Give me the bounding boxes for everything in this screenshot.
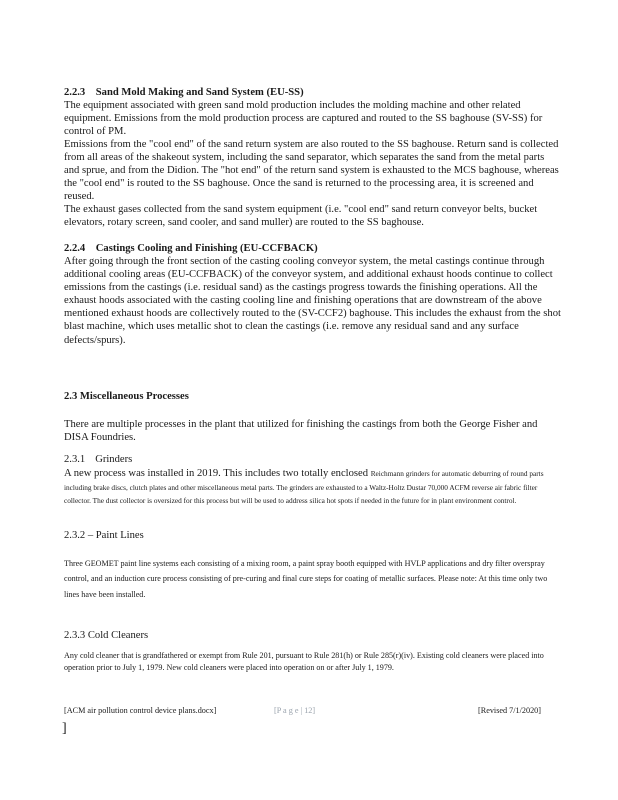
section-2-3-3-heading: 2.3.3 Cold Cleaners xyxy=(64,630,149,641)
footer-revised-date: [Revised 7/1/2020] xyxy=(478,706,541,715)
section-2-3-1-lead-text: A new process was installed in 2019. This includes two totally enclosed xyxy=(64,468,371,479)
section-2-3-paragraph-1: There are multiple processes in the plant that utilized for finishing the castings from both the George Fisher and DISA Foundries. xyxy=(64,419,538,444)
footer-filename: [ACM air pollution control device plans.docx] xyxy=(64,706,217,715)
section-2-3-1-title: Grinders xyxy=(95,454,133,465)
section-2-2-3-heading: 2.2.3 Sand Mold Making and Sand System (EU-SS) xyxy=(64,87,304,98)
section-2-3-heading: 2.3 Miscellaneous Processes xyxy=(64,391,189,402)
section-2-3-1-heading xyxy=(64,453,562,466)
footer-page-number: [P a g e | 12] xyxy=(274,706,316,715)
section-2-2-3-paragraph-3: The exhaust gases collected from the sand system equipment (i.e. "cool end" sand return conveyor belts, bucket elevators, rotary screen, sand cooler, and sand muller) are routed to the SS baghouse. xyxy=(64,204,538,229)
section-2-3-1-paragraph-1 xyxy=(64,466,562,507)
section-2-2-3-paragraph-1: The equipment associated with green sand mold production includes the molding machine and other related equipment. Emissions from the mold production process are captured and routed to the SS baghouse (SV-SS) for control of PM. xyxy=(64,100,543,138)
section-2-3-1-detail-text: Reichmann grinders for automatic deburring of round parts including brake discs, clutch plates and other miscellaneous metal parts. The grinders are exhausted to a Waltz-Holtz Dustar 70,000 ACFM reverse air fabric filter collector. The dust collector is oversized for this process but will be used to address silica hot spots if needed in the future for in plant environment control. xyxy=(64,469,544,506)
section-2-2-4-paragraph-1: After going through the front section of the casting cooling conveyor system, the metal castings continue through additional cooling areas (EU-CCFBACK) of the conveyor system, and additional exhaust hoods continue to collect emissions from the castings (i.e. residual sand) as the castings progress towards the finishing operations. All the exhaust hoods associated with the casting cooling line and finishing operations that are downstream of the above mentioned exhaust hoods are collectively routed to the (SV-CCF2) baghouse. This includes the exhaust from the shot blast machine, which uses metallic shot to clean the castings (i.e. remove any residual sand and any surface defects/spurs). xyxy=(64,256,561,346)
section-2-3-1-number: 2.3.1 xyxy=(64,454,86,465)
section-2-3-2-heading: 2.3.2 – Paint Lines xyxy=(64,530,144,541)
section-2-3-2-paragraph-1: Three GEOMET paint line systems each consisting of a mixing room, a paint spray booth equipped with HVLP applications and dry filter overspray control, and an induction cure process consisting of pre-curing and final cure steps for coating of metallic surfaces. Please note: At this time only two lines have been installed. xyxy=(64,559,548,599)
stray-bracket: ] xyxy=(62,721,67,736)
section-2-2-4-heading: 2.2.4 Castings Cooling and Finishing (EU-CCFBACK) xyxy=(64,243,318,254)
section-2-2-3-paragraph-2: Emissions from the "cool end" of the sand return system are also routed to the SS baghouse. Return sand is collected from all areas of the shakeout system, including the sand separator, which separates the sand from the metal parts and sprue, and from the Didion. The "hot end" of the return sand system is exhausted to the MCS baghouse, whereas the "cool end" is routed to the SS baghouse. Once the sand is returned to the processing area, it is screened and reused. xyxy=(64,139,559,203)
section-2-3-3-paragraph-1: Any cold cleaner that is grandfathered or exempt from Rule 201, pursuant to Rule 281(h) or Rule 285(r)(iv). Existing cold cleaners were placed into operation prior to July 1, 1979. New cold cleaners were placed into operation on or after July 1, 1979. xyxy=(64,651,544,672)
